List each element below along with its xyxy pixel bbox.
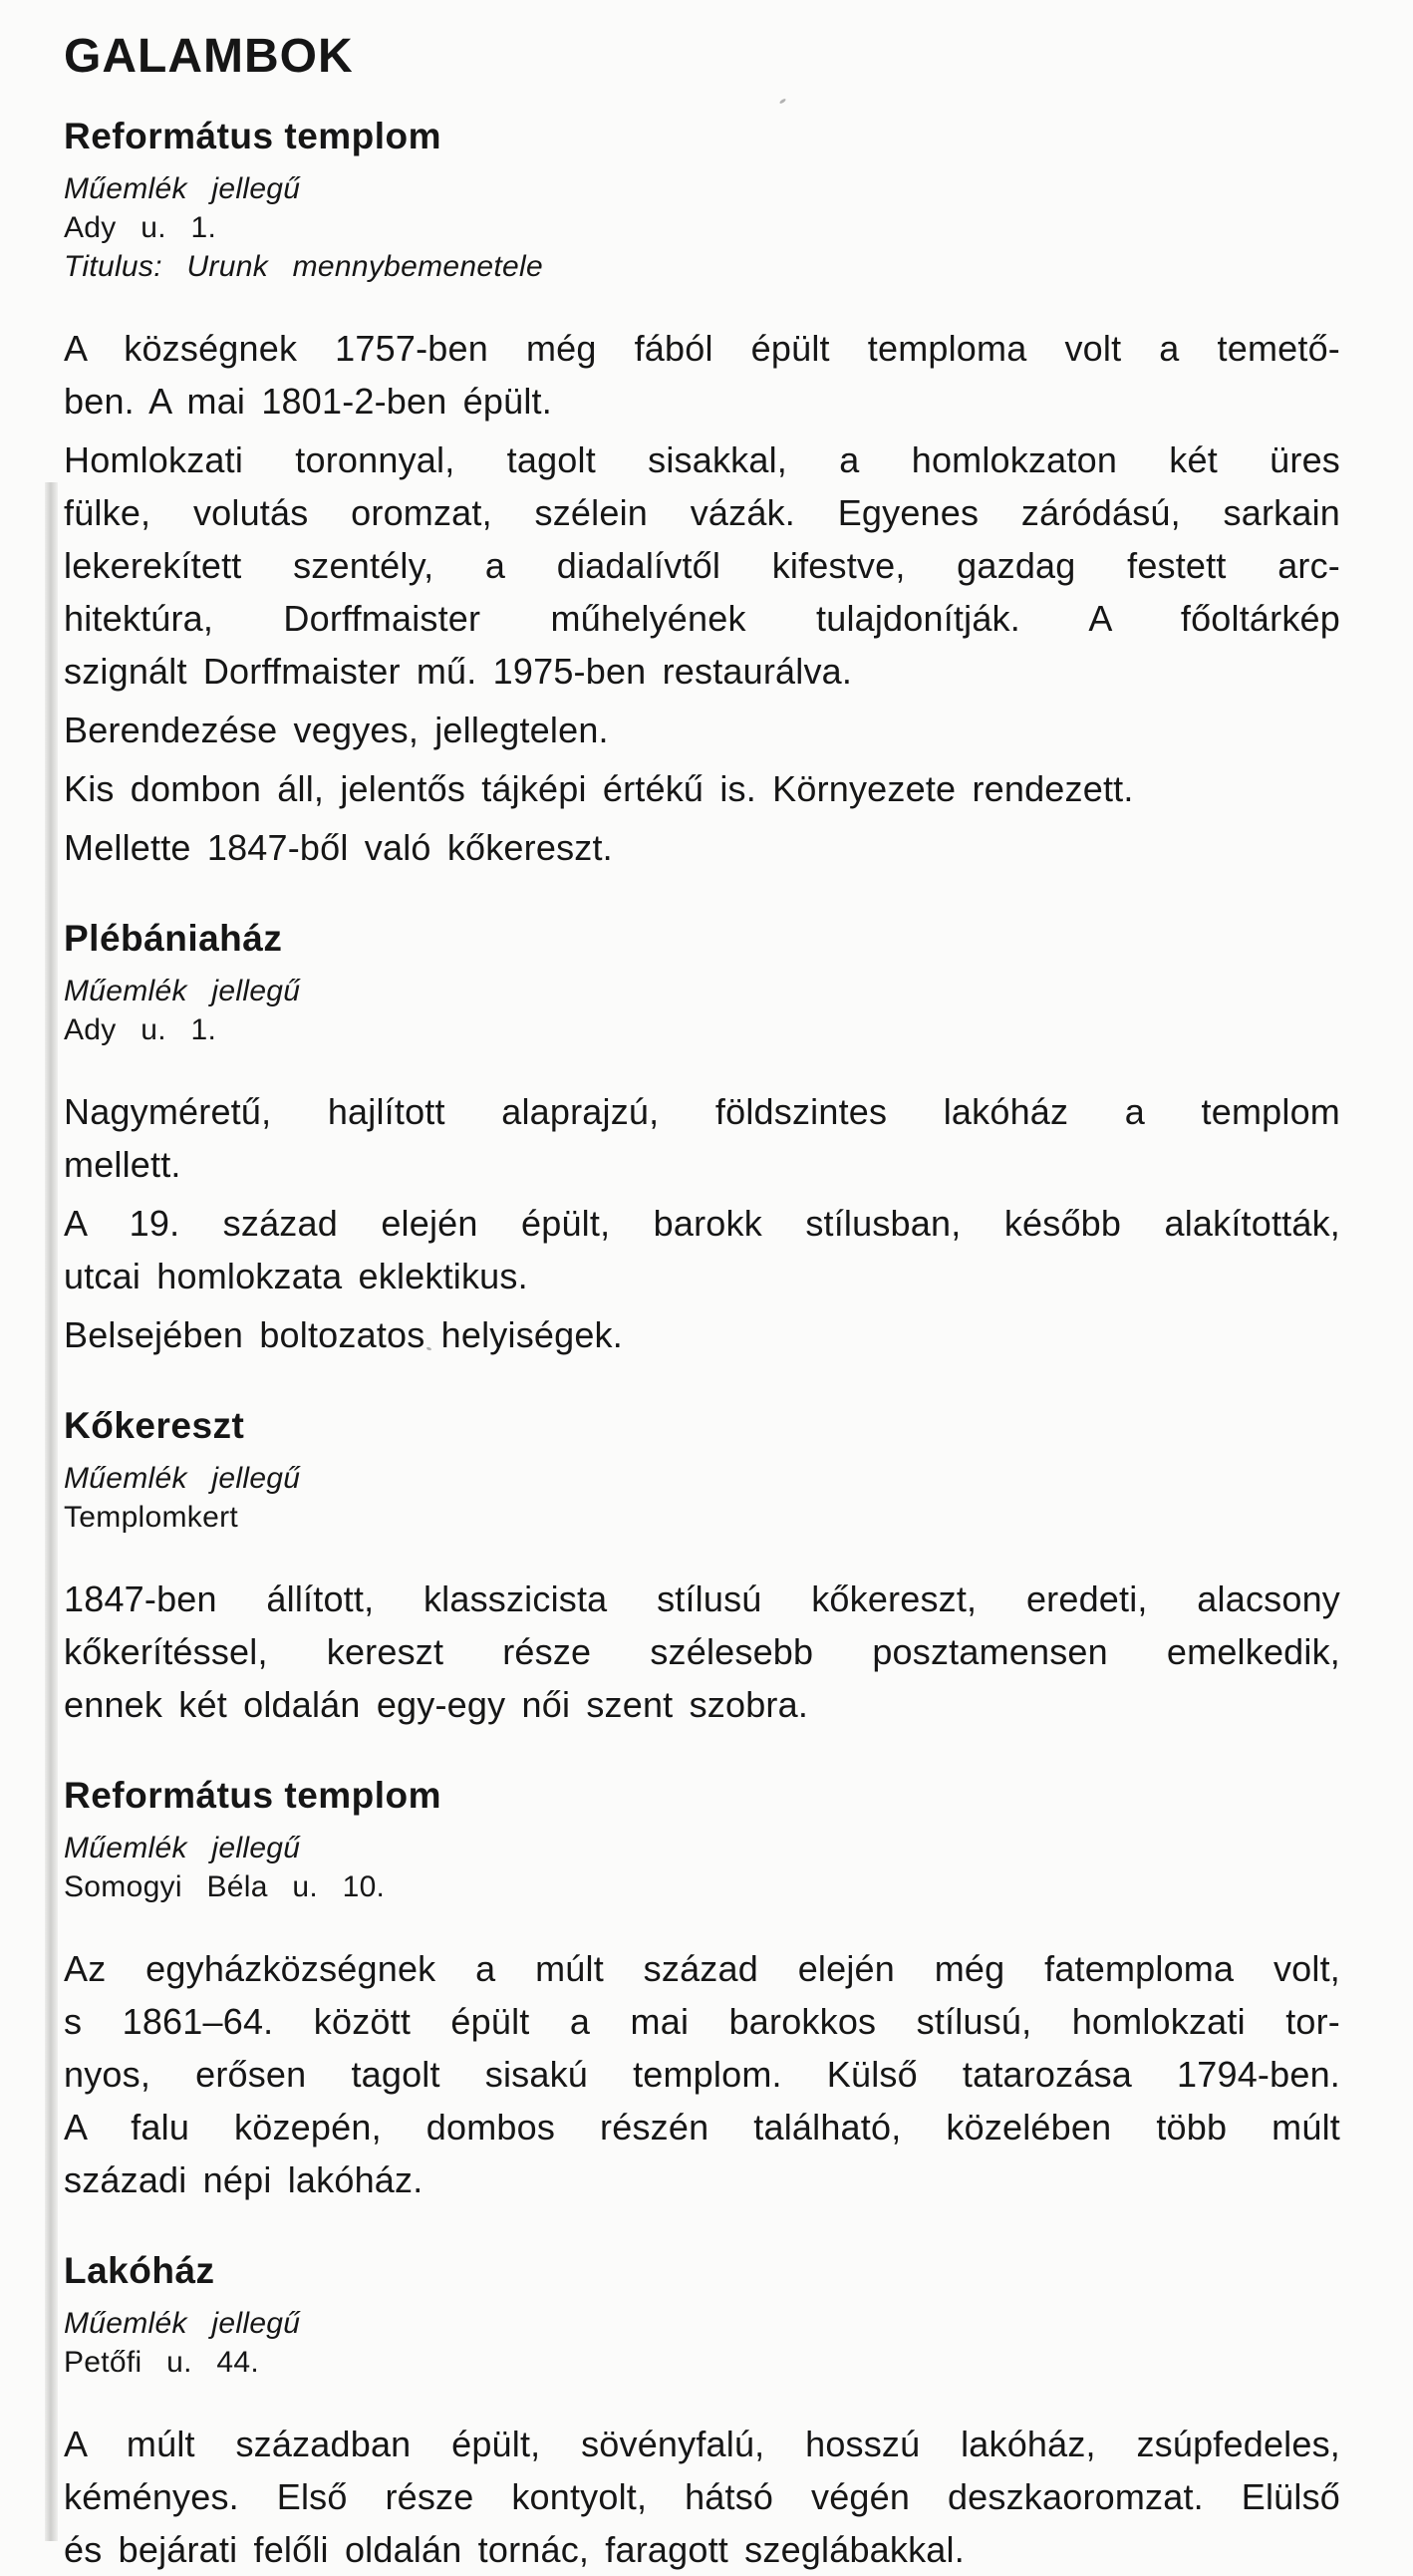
text-line: nyos, erősen tagolt sisakú templom. Külső tatarozása 1794-ben. (64, 2054, 1340, 2095)
text-line: A falu közepén, dombos részén található, közelében több múlt (64, 2107, 1340, 2147)
text-line: A múlt században épült, sövényfalú, hosszú lakóház, zsúpfedeles, (64, 2424, 1340, 2464)
meta-designation: Műemlék jellegű (64, 172, 301, 205)
text-line: Berendezése vegyes, jellegtelen. (64, 710, 609, 750)
sections-container (64, 114, 1340, 2576)
section-meta (64, 169, 1340, 286)
monument-section (64, 1403, 1340, 1731)
text-line: s 1861–64. között épült a mai barokkos stílusú, homlokzati tor- (64, 2001, 1340, 2042)
paragraph (64, 1308, 1340, 1361)
text-line: lekerekített szentély, a diadalívtől kifestve, gazdag festett arc- (64, 545, 1340, 586)
monument-section (64, 114, 1340, 874)
section-meta (64, 1829, 1340, 1906)
text-line: kéményes. Első része kontyolt, hátsó végén deszkaoromzat. Elülső (64, 2476, 1340, 2517)
text-line: szignált Dorffmaister mű. 1975-ben restaurálva. (64, 651, 853, 692)
text-line: utcai homlokzata eklektikus. (64, 1256, 528, 1296)
text-line: Kis dombon áll, jelentős tájképi értékű is. Környezete rendezett. (64, 768, 1134, 809)
meta-address: Somogyi Béla u. 10. (64, 1870, 386, 1903)
meta-designation: Műemlék jellegű (64, 1832, 301, 1864)
section-meta (64, 972, 1340, 1049)
text-line: ben. A mai 1801-2-ben épült. (64, 381, 552, 422)
text-line: és bejárati felőli oldalán tornác, faragott szeglábakkal. (64, 2529, 965, 2570)
text-line: fülke, volutás oromzat, szélein vázák. Egyenes záródású, sarkain (64, 492, 1340, 533)
paragraph (64, 2418, 1340, 2576)
monument-section (64, 1773, 1340, 2206)
text-line: ennek két oldalán egy-egy női szent szobra. (64, 1684, 809, 1725)
text-line: Nagyméretű, hajlított alaprajzú, földszintes lakóház a templom (64, 1091, 1340, 1132)
section-meta (64, 1459, 1340, 1537)
meta-address: Ady u. 1. (64, 1013, 217, 1046)
meta-designation: Műemlék jellegű (64, 1462, 301, 1495)
section-body (64, 1573, 1340, 1731)
section-body (64, 2418, 1340, 2576)
section-heading: Kőkereszt (64, 1405, 245, 1446)
meta-address: Templomkert (64, 1501, 239, 1534)
monument-section (64, 916, 1340, 1361)
section-meta (64, 2304, 1340, 2382)
meta-address: Ady u. 1. (64, 211, 217, 244)
page-title: GALAMBOK (64, 30, 354, 83)
text-line: Homlokzati toronnyal, tagolt sisakkal, a homlokzaton két üres (64, 439, 1340, 480)
text-line: Mellette 1847-ből való kőkereszt. (64, 827, 613, 868)
paragraph (64, 1085, 1340, 1191)
paragraph (64, 1942, 1340, 2206)
section-body (64, 1942, 1340, 2206)
paragraph (64, 704, 1340, 756)
text-line: Belsejében boltozatos helyiségek. (64, 1314, 623, 1355)
meta-designation: Műemlék jellegű (64, 2307, 301, 2340)
paragraph (64, 821, 1340, 874)
section-heading: Református templom (64, 1775, 442, 1816)
section-heading: Plébániaház (64, 918, 283, 959)
paragraph (64, 1573, 1340, 1731)
section-body (64, 322, 1340, 874)
paragraph (64, 322, 1340, 428)
scan-edge-shadow (45, 482, 58, 2541)
meta-designation: Műemlék jellegű (64, 975, 301, 1007)
text-line: hitektúra, Dorffmaister műhelyének tulajdonítják. A főoltárkép (64, 598, 1340, 639)
text-line: kőkerítéssel, kereszt része szélesebb posztamensen emelkedik, (64, 1631, 1340, 1672)
meta-designation: Titulus: Urunk mennybemenetele (64, 250, 543, 283)
text-line: A községnek 1757-ben még fából épült temploma volt a temető- (64, 328, 1340, 369)
section-heading: Lakóház (64, 2250, 215, 2291)
text-line: 1847-ben állított, klasszicista stílusú kőkereszt, eredeti, alacsony (64, 1578, 1340, 1619)
paragraph (64, 762, 1340, 815)
text-line: Az egyházközségnek a múlt század elején még fatemploma volt, (64, 1948, 1340, 1989)
text-line: századi népi lakóház. (64, 2159, 424, 2200)
text-line: A 19. század elején épült, barokk stílusban, később alakították, (64, 1203, 1340, 1244)
section-heading: Református templom (64, 116, 442, 156)
section-body (64, 1085, 1340, 1361)
text-line: mellett. (64, 1144, 181, 1185)
paragraph (64, 1197, 1340, 1302)
meta-address: Petőfi u. 44. (64, 2346, 260, 2379)
monument-section (64, 2248, 1340, 2576)
paragraph (64, 433, 1340, 698)
